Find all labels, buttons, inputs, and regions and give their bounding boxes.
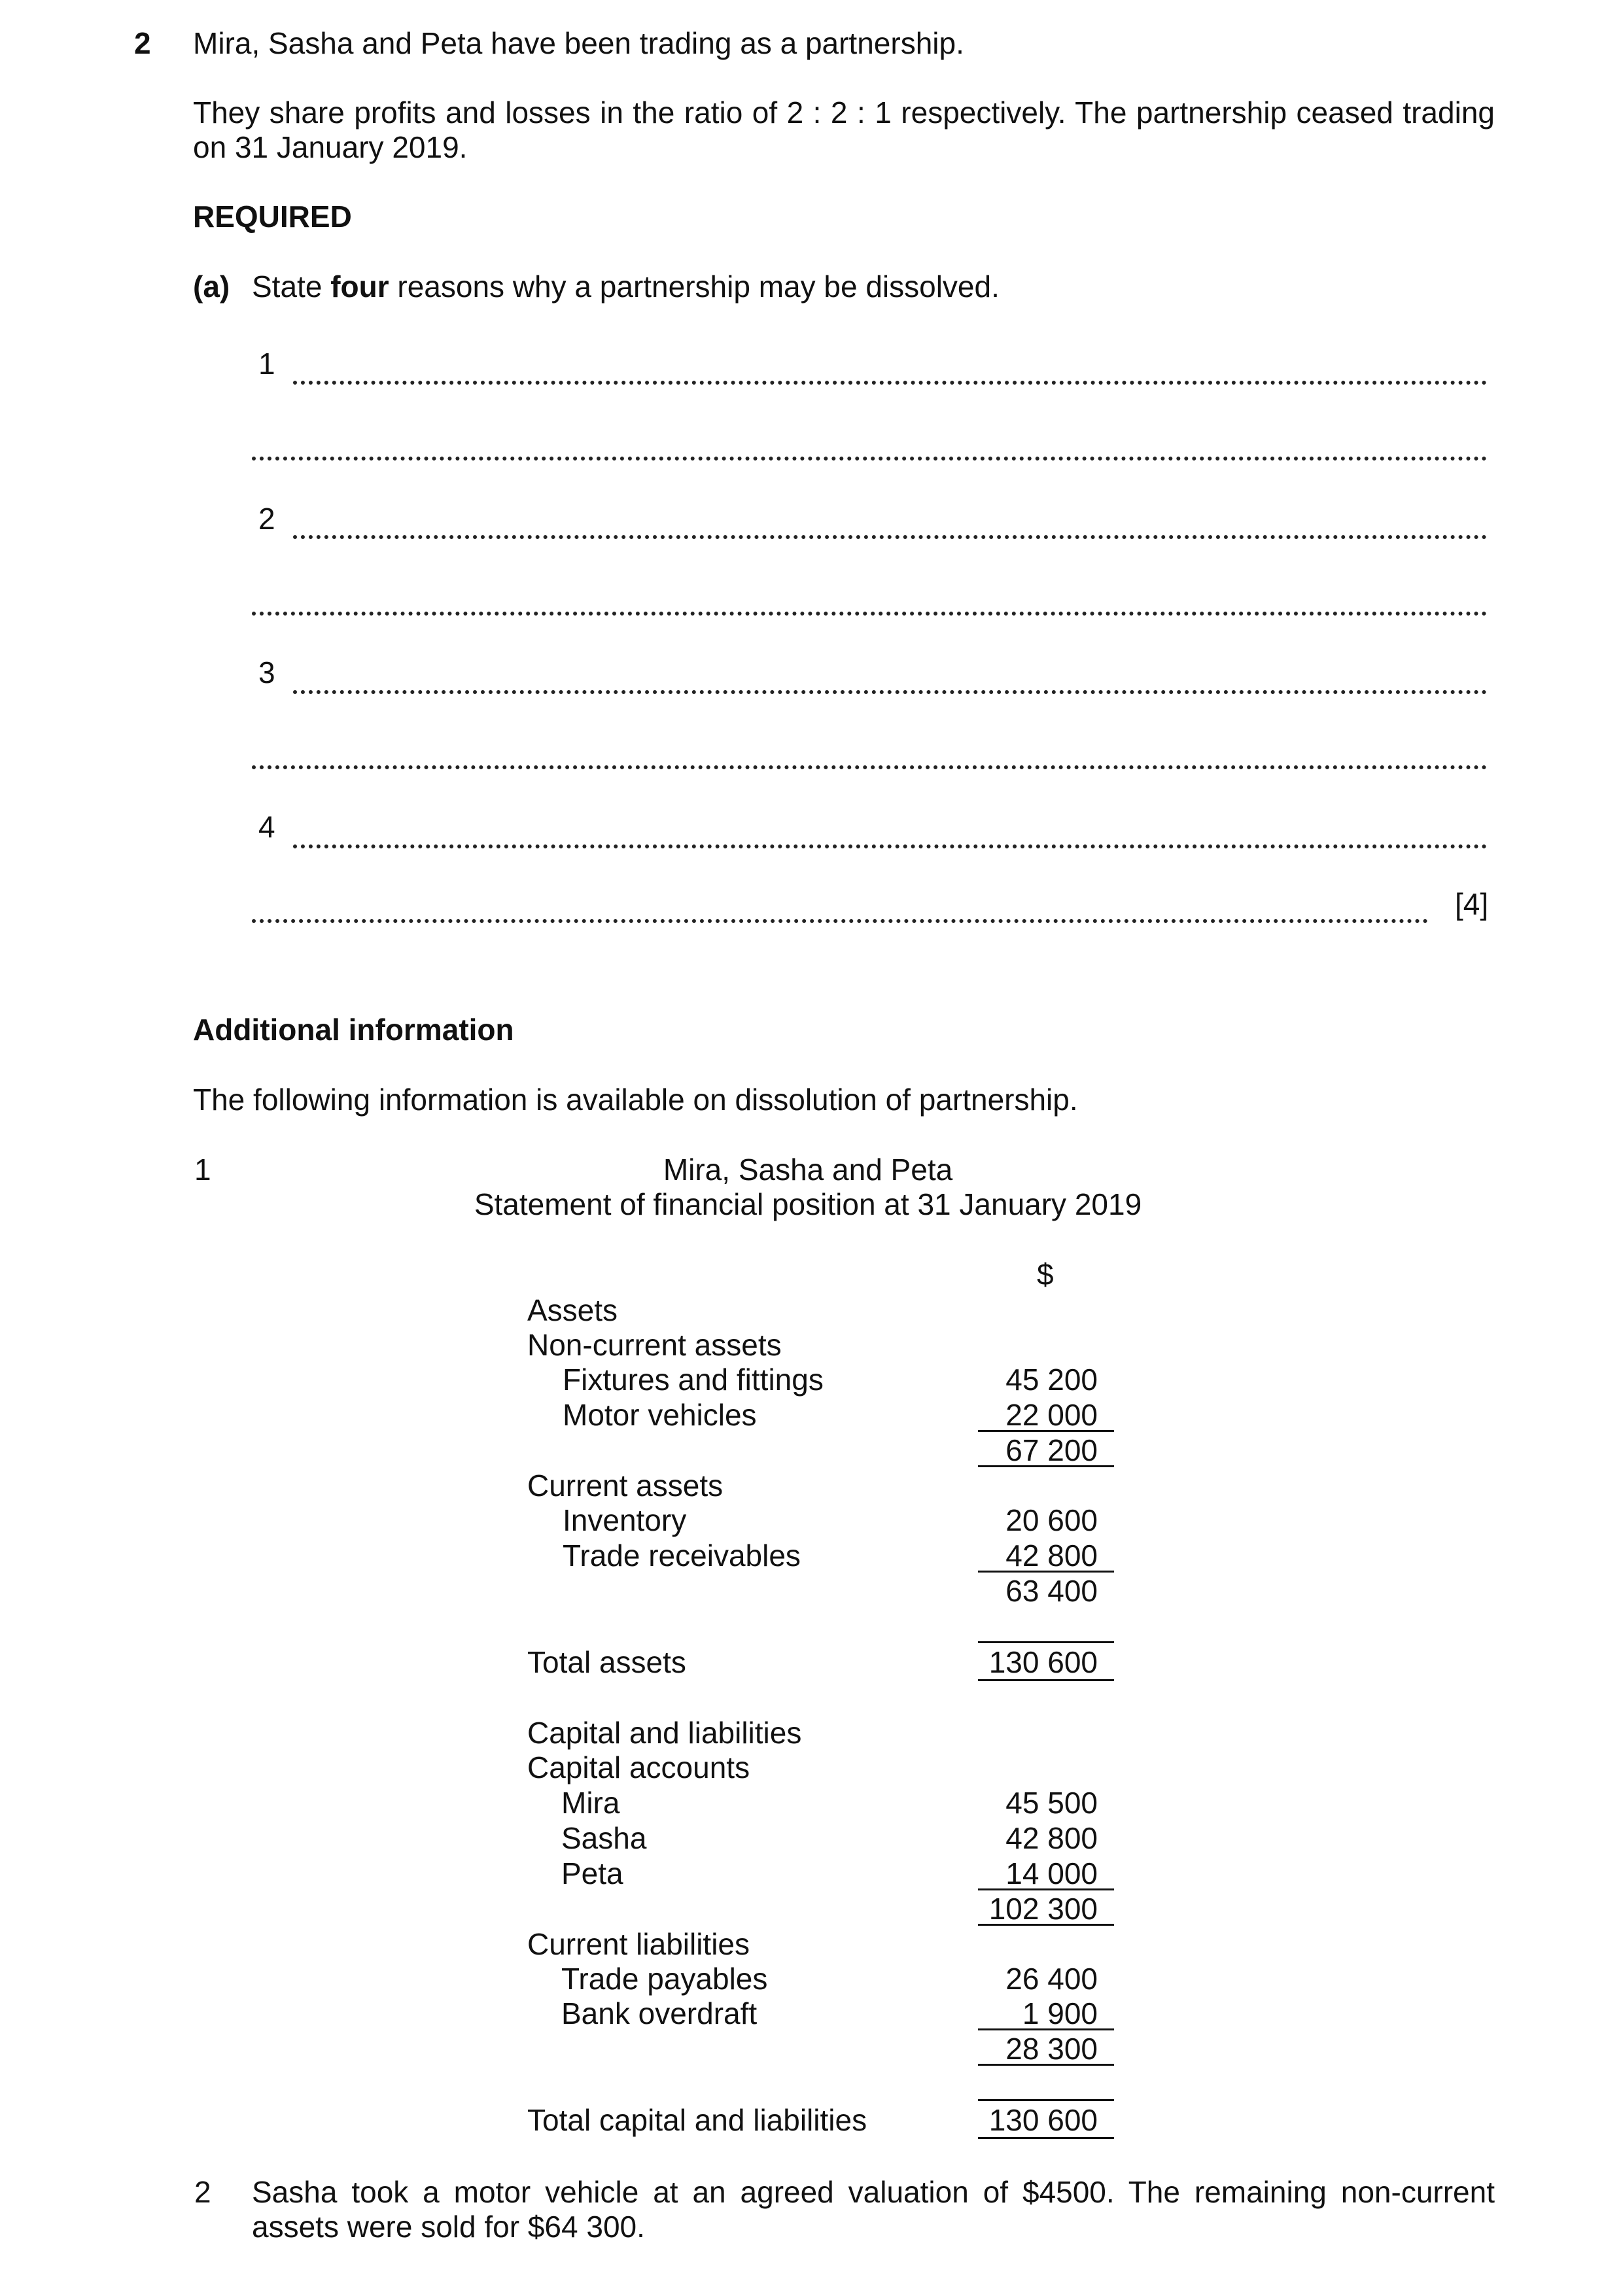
answer-line-3a[interactable] (293, 690, 1487, 694)
subtotal-rule (978, 1430, 1114, 1432)
required-heading: REQUIRED (193, 200, 352, 234)
question-intro: Mira, Sasha and Peta have been trading as a partnership. (193, 26, 964, 60)
bank-overdraft-amount: 1 900 (1022, 1996, 1098, 2030)
total-capital-liabilities-label: Total capital and liabilities (527, 2103, 867, 2137)
part-a-prompt (252, 270, 1000, 304)
sasha-amount: 42 800 (1005, 1821, 1098, 1855)
trade-payables-label: Trade payables (561, 1962, 768, 1996)
question-number: 2 (134, 26, 151, 60)
statement-subtitle: Statement of financial position at 31 January 2019 (474, 1187, 1142, 1221)
part-a-label: (a) (193, 270, 230, 304)
statement-title: Mira, Sasha and Peta (663, 1153, 953, 1187)
answer-line-1a[interactable] (293, 381, 1487, 385)
info-item-2-number: 2 (194, 2175, 211, 2209)
inventory-label: Inventory (563, 1503, 687, 1537)
current-assets-total: 63 400 (1005, 1574, 1098, 1608)
grand-total-bottom-rule (978, 2137, 1114, 2139)
info-item-2-text: Sasha took a motor vehicle at an agreed valuation of $4500. The remaining non-current assets were sold for $64 300. (252, 2175, 1495, 2244)
inventory-amount: 20 600 (1005, 1503, 1098, 1537)
answer-number-1: 1 (258, 347, 275, 381)
total-assets-label: Total assets (527, 1645, 686, 1679)
currency-heading: $ (1037, 1257, 1054, 1291)
total-rule (978, 1465, 1114, 1467)
fixtures-label: Fixtures and fittings (563, 1363, 824, 1397)
total-rule (978, 1924, 1114, 1926)
assets-heading: Assets (527, 1293, 618, 1327)
trade-receivables-label: Trade receivables (563, 1539, 801, 1573)
capital-accounts-heading: Capital accounts (527, 1750, 750, 1784)
total-assets-bottom-rule (978, 1679, 1114, 1681)
answer-line-4a[interactable] (293, 844, 1487, 848)
noncurrent-assets-total: 67 200 (1005, 1433, 1098, 1467)
current-liabilities-heading: Current liabilities (527, 1927, 750, 1961)
total-capital-liabilities-amount: 130 600 (988, 2103, 1098, 2137)
current-liabilities-total: 28 300 (1005, 2032, 1098, 2066)
additional-heading: Additional information (193, 1013, 514, 1047)
sasha-label: Sasha (561, 1821, 647, 1855)
trade-payables-amount: 26 400 (1005, 1962, 1098, 1996)
grand-total-top-rule (978, 2099, 1114, 2101)
subtotal-rule (978, 1888, 1114, 1890)
answer-line-3b[interactable] (252, 765, 1487, 769)
trade-receivables-amount: 42 800 (1005, 1539, 1098, 1573)
total-assets-amount: 130 600 (988, 1645, 1098, 1679)
peta-amount: 14 000 (1005, 1856, 1098, 1890)
subtotal-rule (978, 2028, 1114, 2030)
mira-label: Mira (561, 1786, 620, 1820)
answer-number-2: 2 (258, 502, 275, 536)
capital-liabilities-heading: Capital and liabilities (527, 1716, 802, 1750)
answer-line-2b[interactable] (252, 612, 1487, 616)
motor-vehicles-label: Motor vehicles (563, 1398, 757, 1432)
part-a-prompt-start: State (252, 270, 323, 304)
fixtures-amount: 45 200 (1005, 1363, 1098, 1397)
capital-accounts-total: 102 300 (988, 1892, 1098, 1926)
part-a-prompt-emphasis: four (330, 270, 389, 304)
answer-number-4: 4 (258, 810, 275, 844)
subtotal-rule (978, 1571, 1114, 1573)
noncurrent-assets-heading: Non-current assets (527, 1328, 782, 1362)
peta-label: Peta (561, 1856, 623, 1890)
part-a-marks: [4] (1455, 887, 1489, 921)
answer-line-1b[interactable] (252, 457, 1487, 461)
mira-amount: 45 500 (1005, 1786, 1098, 1820)
answer-line-4b[interactable] (252, 919, 1428, 923)
info-item-1-number: 1 (194, 1153, 211, 1187)
part-a-prompt-end: reasons why a partnership may be dissolved. (397, 270, 1000, 304)
answer-number-3: 3 (258, 655, 275, 689)
ratio-statement: They share profits and losses in the ratio of 2 : 2 : 1 respectively. The partnership ceased trading on 31 January 2019. (193, 96, 1495, 164)
bank-overdraft-label: Bank overdraft (561, 1996, 758, 2030)
answer-line-2a[interactable] (293, 535, 1487, 539)
additional-intro: The following information is available on dissolution of partnership. (193, 1083, 1078, 1117)
current-assets-heading: Current assets (527, 1469, 724, 1503)
motor-vehicles-amount: 22 000 (1005, 1398, 1098, 1432)
total-assets-top-rule (978, 1641, 1114, 1643)
total-rule (978, 2064, 1114, 2066)
